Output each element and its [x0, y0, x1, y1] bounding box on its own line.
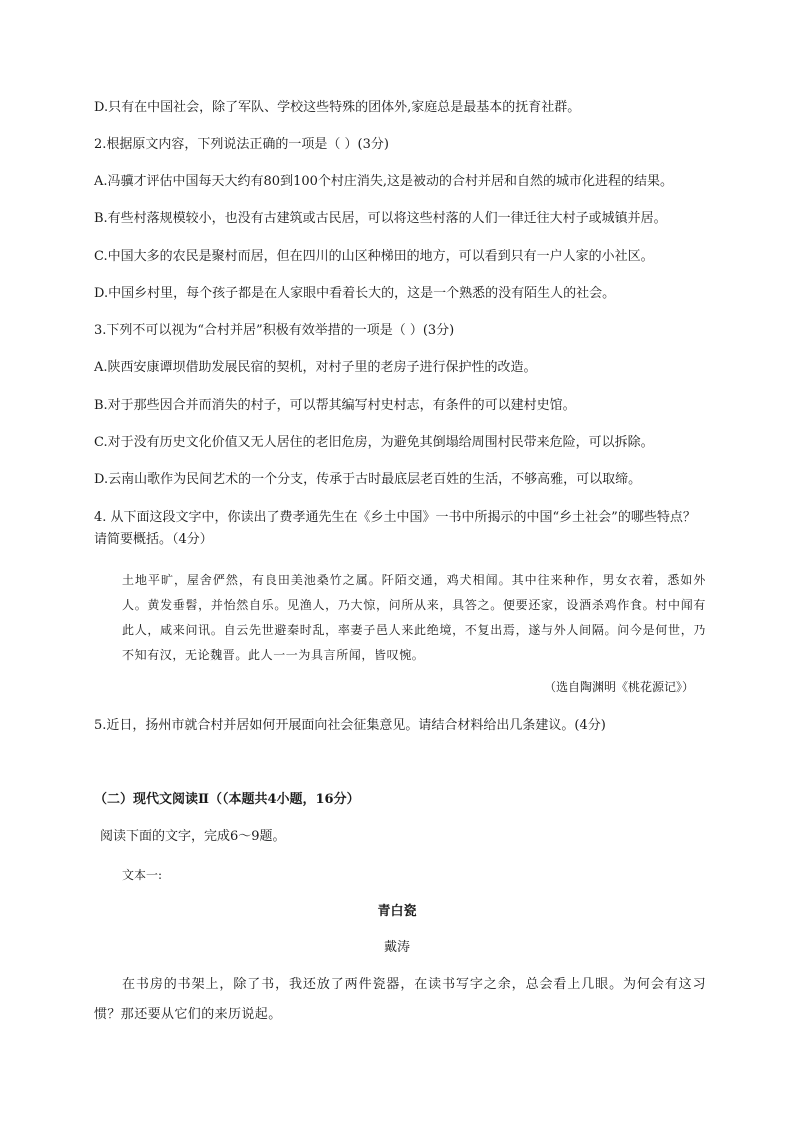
- q2-option-d: D.中国乡村里，每个孩子都是在人家眼中看着长大的，这是一个熟悉的没有陌生人的社会。: [94, 286, 616, 301]
- q4-source: （选自陶渊明《桃花源记》）: [543, 680, 694, 694]
- q2-option-a: A.冯骥才评估中国每天大约有80到100个村庄消失,这是被动的合村并居和自然的城市化进程的结果。: [94, 174, 674, 189]
- q4-stem: 4. 从下面这段文字中，你读出了费孝通先生在《乡土中国》一书中所揭示的中国“乡土社会”的哪些特点？请简要概括。（4分）: [94, 510, 696, 547]
- q3-option-b: B.对于那些因合并而消失的村子，可以帮其编写村史村志，有条件的可以建村史馆。: [94, 398, 576, 413]
- q1-option-d: D.只有在中国社会，除了军队、学校这些特殊的团体外,家庭总是最基本的抚育社群。: [94, 100, 581, 115]
- q3-option-d: D.云南山歌作为民间艺术的一个分支，传承于古时最底层老百姓的生活，不够高雅，可以取缔。: [94, 472, 642, 487]
- q5-stem: 5.近日，扬州市就合村并居如何开展面向社会征集意见。请结合材料给出几条建议。(4分): [94, 718, 606, 733]
- q3-option-c: C.对于没有历史文化价值又无人居住的老旧危房，为避免其倒塌给周围村民带来危险，可以拆除。: [94, 435, 654, 450]
- q2-stem: 2.根据原文内容，下列说法正确的一项是（ ）(3分): [94, 137, 389, 152]
- q3-option-a: A.陕西安康谭坝借助发展民宿的契机，对村子里的老房子进行保护性的改造。: [94, 360, 537, 375]
- q2-option-c: C.中国大多的农民是聚村而居，但在四川的山区种梯田的地方，可以看到只有一户人家的小社区。: [94, 249, 654, 264]
- section-heading: （二）现代文阅读Ⅱ（（本题共4小题，16分）: [94, 792, 360, 807]
- section-instruction: 阅读下面的文字，完成6～9题。: [100, 829, 286, 844]
- q4-passage: 土地平旷，屋舍俨然，有良田美池桑竹之属。阡陌交通，鸡犬相闻。其中往来种作，男女衣着，悉如外人。黄发垂髫，并怡然自乐。见渔人，乃大惊，问所从来，具答之。便要还家，设酒杀鸡作食。村中闻有此人，咸来问讯。自云先世避秦时乱，率妻子邑人来此绝境，不复出焉，遂与外人间隔。问今是何世，乃不知有汉，无论魏晋。此人一一为具言所闻，皆叹惋。: [122, 573, 706, 662]
- article-author: 戴涛: [383, 940, 410, 955]
- text-label: 文本一:: [122, 868, 163, 882]
- q2-option-b: B.有些村落规模较小，也没有古建筑或古民居，可以将这些村落的人们一律迁往大村子或城镇并居。: [94, 211, 667, 226]
- article-paragraph: 在书房的书架上，除了书，我还放了两件瓷器，在读书写字之余，总会看上几眼。为何会有这习惯？那还要从它们的来历说起。: [94, 977, 706, 1022]
- q3-stem: 3.下列不可以视为“合村并居”积极有效举措的一项是（ ）(3分): [94, 323, 455, 338]
- article-title: 青白瓷: [377, 904, 417, 919]
